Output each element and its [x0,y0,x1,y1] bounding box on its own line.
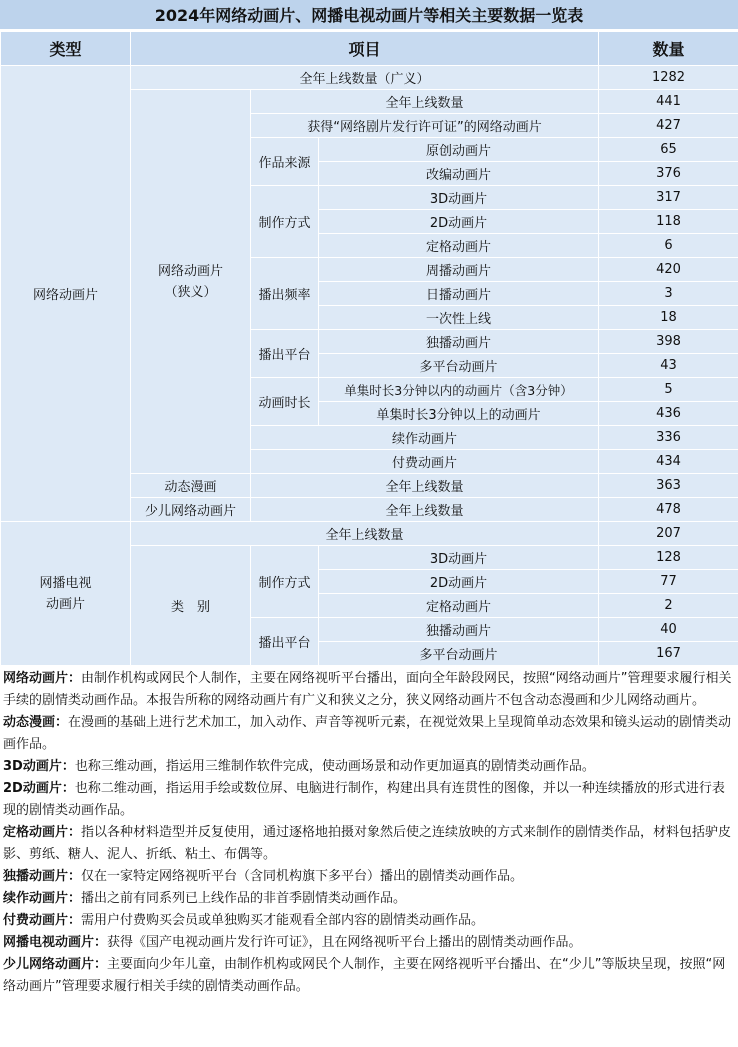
row-label: 原创动画片 [319,138,599,162]
row-label: 独播动画片 [319,330,599,354]
table-title: 2024年网络动画片、网播电视动画片等相关主要数据一览表 [0,0,738,31]
definition-text: 需用户付费购买会员或单独购买才能观看全部内容的剧情类动画作品。 [81,913,485,928]
header-type: 类型 [1,32,131,66]
row-label: 2D动画片 [319,210,599,234]
header-item: 项目 [131,32,599,66]
row-label: 3D动画片 [319,186,599,210]
definition-text: 在漫画的基础上进行艺术加工，加入动作、声音等视听元素，在视觉效果上呈现简单动态效果和镜头运动的剧情类动画作品。 [3,715,732,752]
data-table [0,31,738,666]
definition-term: 网播电视动画片： [3,935,108,950]
definition-term: 独播动画片： [3,869,82,884]
row-value: 427 [599,114,738,138]
definitions [0,666,738,998]
header-count: 数量 [599,32,738,66]
definition-term: 动态漫画： [3,715,69,730]
definition-text: 播出之前有同系列已上线作品的非首季剧情类动画作品。 [81,891,407,906]
row-value: 1282 [599,66,738,90]
row-value: 128 [599,546,738,570]
row-value: 6 [599,234,738,258]
definition-tv [3,932,735,954]
row-label: 续作动画片 [251,426,599,450]
definition-stopmotion [3,822,735,866]
row-value: 5 [599,378,738,402]
subgroup-category-label: 类 别 [131,546,251,666]
group-tv-label-line2: 动画片 [45,596,85,612]
definition-text: 仅在一家特定网络视听平台（含同机构旗下多平台）播出的剧情类动画作品。 [81,869,524,884]
group-tv-label-line1: 网播电视 [39,575,92,591]
definition-network [3,668,735,712]
row-value: 43 [599,354,738,378]
definition-term: 付费动画片： [3,913,82,928]
category-method-label: 制作方式 [251,186,319,258]
row-value: 420 [599,258,738,282]
row-label: 2D动画片 [319,570,599,594]
group-tv-label [1,522,131,666]
definition-sequel [3,888,735,910]
definition-2d [3,778,735,822]
definition-text: 也称二维动画，指运用手绘或数位屏、电脑进行制作，构建出具有连贯性的图像，并以一种连续播放的形式进行表现的剧情类动画作品。 [3,781,725,818]
definition-term: 少儿网络动画片： [3,957,108,972]
definition-3d [3,756,735,778]
definition-text: 主要面向少年儿童，由制作机构或网民个人制作，主要在网络视听平台播出、在“少儿”等版块呈现，按照“网络动画片”管理要求履行相关手续的剧情类动画作品。 [3,957,726,994]
definition-text: 指以各种材料造型并反复使用，通过逐格地拍摄对象然后使之连续放映的方式来制作的剧情类作品，材料包括驴皮影、剪纸、糖人、泥人、折纸、粘土、布偶等。 [3,825,732,862]
definition-comics [3,712,735,756]
row-label: 付费动画片 [251,450,599,474]
table-row [1,522,738,546]
row-label: 多平台动画片 [319,642,599,666]
row-value: 436 [599,402,738,426]
row-value: 118 [599,210,738,234]
row-label: 单集时长3分钟以上的动画片 [319,402,599,426]
definition-exclusive [3,866,735,888]
subgroup-narrow-label [131,90,251,474]
row-label: 全年上线数量（广义） [131,66,599,90]
definition-text: 也称三维动画，指运用三维制作软件完成，使动画场景和动作更加逼真的剧情类动画作品。 [74,759,595,774]
row-label: 全年上线数量 [251,90,599,114]
row-value: 317 [599,186,738,210]
definition-text: 获得《国产电视动画片发行许可证》，且在网络视听平台上播出的剧情类动画作品。 [107,935,582,950]
row-label: 多平台动画片 [319,354,599,378]
group-network-label: 网络动画片 [1,66,131,522]
header-row [1,32,738,66]
row-value: 77 [599,570,738,594]
row-value: 376 [599,162,738,186]
row-label: 改编动画片 [319,162,599,186]
row-value: 65 [599,138,738,162]
definition-term: 网络动画片： [3,671,82,686]
definition-term: 定格动画片： [3,825,82,840]
definition-text: 由制作机构或网民个人制作，主要在网络视听平台播出，面向全年龄段网民，按照“网络动画片”管理要求履行相关手续的剧情类动画作品。本报告所称的网络动画片有广义和狭义之分，狭义网络动画片不包含动态漫画和少儿网络动画片。 [3,671,732,708]
definition-term: 3D动画片： [3,759,75,774]
subgroup-children-label: 少儿网络动画片 [131,498,251,522]
row-value: 336 [599,426,738,450]
row-label: 单集时长3分钟以内的动画片（含3分钟） [319,378,599,402]
definition-term: 2D动画片： [3,781,75,796]
row-label: 日播动画片 [319,282,599,306]
row-value: 434 [599,450,738,474]
category-tv-method-label: 制作方式 [251,546,319,618]
row-value: 441 [599,90,738,114]
row-label: 全年上线数量 [131,522,599,546]
row-label: 一次性上线 [319,306,599,330]
definition-paid [3,910,735,932]
category-frequency-label: 播出频率 [251,258,319,330]
row-label: 3D动画片 [319,546,599,570]
row-value: 207 [599,522,738,546]
row-value: 3 [599,282,738,306]
row-value: 40 [599,618,738,642]
definition-term: 续作动画片： [3,891,82,906]
row-value: 18 [599,306,738,330]
row-label: 定格动画片 [319,594,599,618]
category-duration-label: 动画时长 [251,378,319,426]
subgroup-narrow-label-line1: 网络动画片 [157,263,223,279]
row-value: 2 [599,594,738,618]
subgroup-narrow-label-line2: （狭义） [164,284,217,300]
row-value: 398 [599,330,738,354]
row-value: 363 [599,474,738,498]
subgroup-comics-label: 动态漫画 [131,474,251,498]
row-label: 全年上线数量 [251,498,599,522]
category-platform-label: 播出平台 [251,330,319,378]
row-label: 周播动画片 [319,258,599,282]
definition-children [3,954,735,998]
row-label: 定格动画片 [319,234,599,258]
category-source-label: 作品来源 [251,138,319,186]
row-label: 独播动画片 [319,618,599,642]
category-tv-platform-label: 播出平台 [251,618,319,666]
table-row [1,66,738,90]
row-value: 478 [599,498,738,522]
row-value: 167 [599,642,738,666]
row-label: 全年上线数量 [251,474,599,498]
row-label: 获得“网络剧片发行许可证”的网络动画片 [251,114,599,138]
